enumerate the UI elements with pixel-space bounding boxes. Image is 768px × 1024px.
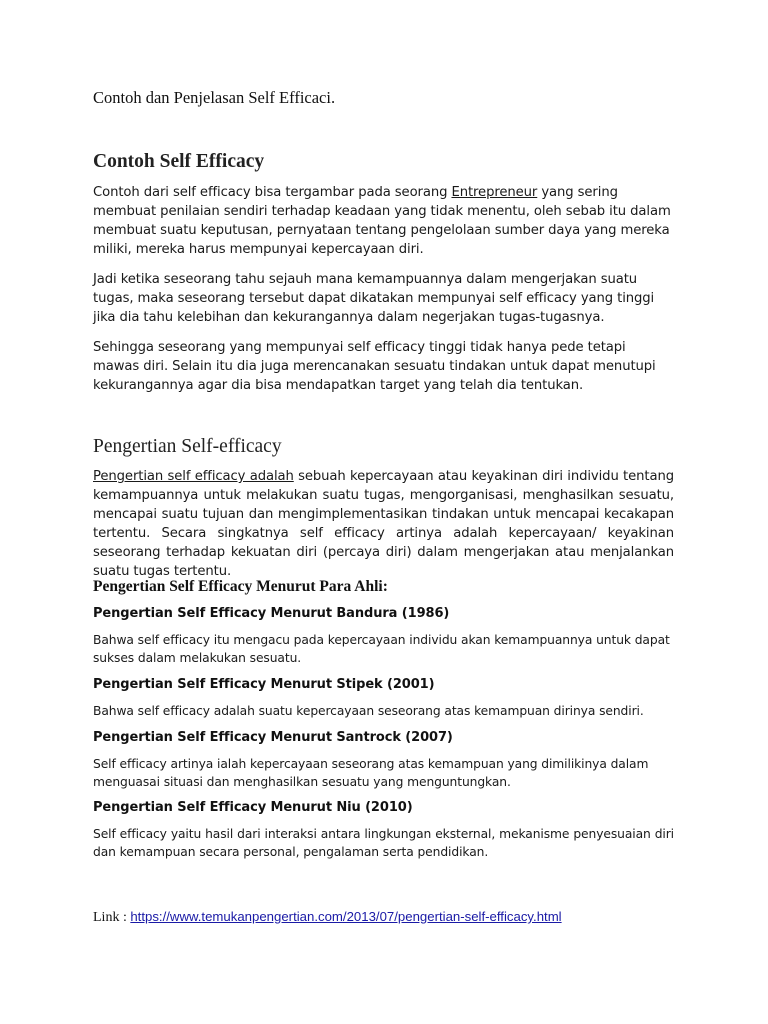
entrepreneur-link[interactable]: Entrepreneur — [451, 185, 538, 200]
paragraph-text: yang sering membuat penilaian sendiri terhadap keadaan yang tidak menentu, oleh sebab itu dalam membuat suatu keputusan, pernyataan tentang pengelolaan sumber daya yang mereka miliki, mereka harus mempunyai kepercayaan diri. — [93, 185, 671, 257]
expert-title-bandura: Pengertian Self Efficacy Menurut Bandura (1986) — [93, 606, 450, 621]
heading-pengertian-self-efficacy: Pengertian Self-efficacy — [93, 436, 282, 457]
heading-para-ahli: Pengertian Self Efficacy Menurut Para Ahli: — [93, 578, 388, 595]
source-url-link[interactable]: https://www.temukanpengertian.com/2013/07/pengertian-self-efficacy.html — [130, 909, 562, 924]
paragraph-text: sebuah kepercayaan atau keyakinan diri individu tentang kemampuannya untuk melakukan suatu tugas, mengorganisasi, menghasilkan sesuatu, mencapai suatu tujuan dan mengimplementasikan tindakan untuk mencapai kecakapan tertentu. Secara singkatnya self efficacy artinya adalah kepercayaan/ keyakinan seseorang terhadap kekuatan diri (percaya diri) dalam mengerjakan atau menjalankan suatu tugas tertentu. — [93, 469, 674, 579]
expert-text-niu: Self efficacy yaitu hasil dari interaksi antara lingkungan eksternal, mekanisme penyesuaian diri dan kemampuan secara personal, pengalaman serta pendidikan. — [93, 827, 674, 859]
document-title: Contoh dan Penjelasan Self Efficaci. — [93, 88, 336, 107]
expert-title-niu: Pengertian Self Efficacy Menurut Niu (2010) — [93, 800, 413, 815]
paragraph-pengertian — [93, 467, 674, 581]
heading-contoh-self-efficacy: Contoh Self Efficacy — [93, 151, 265, 172]
expert-text-santrock: Self efficacy artinya ialah kepercayaan seseorang atas kemampuan yang dimilikinya dalam menguasai situasi dan menghasilkan sesuatu yang menguntungkan. — [93, 757, 649, 789]
paragraph-contoh-2: Jadi ketika seseorang tahu sejauh mana kemampuannya dalam mengerjakan suatu tugas, maka seseorang tersebut dapat dikatakan mempunyai self efficacy yang tinggi jika dia tahu kelebihan dan kekurangannya dalam negerjakan tugas-tugasnya. — [93, 272, 655, 325]
expert-text-bandura: Bahwa self efficacy itu mengacu pada kepercayaan individu akan kemampuannya untuk dapat sukses dalam melakukan sesuatu. — [93, 633, 670, 665]
paragraph-text: Contoh dari self efficacy bisa tergambar pada seorang — [93, 185, 452, 200]
source-link-line — [93, 907, 674, 928]
expert-text-stipek: Bahwa self efficacy adalah suatu kepercayaan seseorang atas kemampuan dirinya sendiri. — [93, 704, 644, 718]
expert-title-santrock: Pengertian Self Efficacy Menurut Santrock (2007) — [93, 730, 453, 745]
link-label: Link : — [93, 910, 131, 925]
paragraph-contoh-3: Sehingga seseorang yang mempunyai self efficacy tinggi tidak hanya pede tetapi mawas diri. Selain itu dia juga merencanakan sesuatu tindakan untuk dapat menutupi kekurangannya agar dia bisa mendapatkan target yang telah dia tentukan. — [93, 340, 656, 393]
pengertian-link[interactable]: Pengertian self efficacy adalah — [93, 469, 294, 484]
paragraph-contoh-1 — [93, 183, 674, 259]
expert-title-stipek: Pengertian Self Efficacy Menurut Stipek (2001) — [93, 677, 435, 692]
